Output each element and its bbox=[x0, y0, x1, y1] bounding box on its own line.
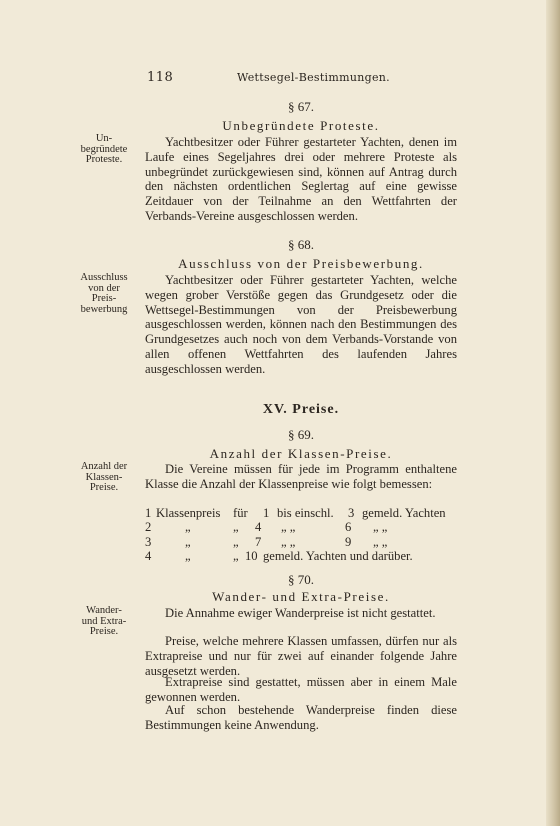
margin-note-line: Un- bbox=[95, 133, 113, 144]
table-cell-for: „ bbox=[233, 534, 239, 549]
margin-note-line: Preis- bbox=[91, 293, 117, 304]
section-67-text: Yachtbesitzer oder Führer gestarteter Yachten, denen im Laufe eines Segeljahres drei oder mehrere Proteste als unbegründet zurückgewiesen sind, können auf Antrag durch den nächsten ordentlichen Seglertag auf eine gewisse Zeitdauer von der Teilnahme an den Wettfahrten der Verbands-Vereine ausgeschlossen werden. bbox=[145, 135, 457, 223]
table-cell-range: bis einschl. bbox=[277, 506, 334, 520]
table-cell-number: 2 bbox=[145, 520, 152, 535]
table-row bbox=[145, 549, 457, 563]
table-cell-tail: gemeld. Yachten bbox=[362, 506, 446, 520]
margin-note-line: Ausschluss bbox=[80, 272, 128, 283]
page-edge bbox=[546, 0, 560, 826]
margin-note-line: Preise. bbox=[89, 626, 119, 637]
margin-note-67 bbox=[66, 134, 142, 166]
table-cell-from: 1 bbox=[263, 506, 270, 520]
section-70-paragraph-1: Die Annahme ewiger Wanderpreise ist nicht gestattet. bbox=[165, 606, 436, 620]
table-row bbox=[145, 506, 457, 520]
table-row bbox=[145, 535, 457, 549]
section-67-number: § 67. bbox=[288, 99, 314, 114]
table-cell-tail: „ „ bbox=[373, 520, 388, 535]
running-title: Wettsegel-Bestimmungen. bbox=[237, 71, 390, 84]
chapter-heading: XV. Preise. bbox=[262, 402, 340, 417]
section-70-paragraph-2: Preise, welche mehrere Klassen umfassen, dürfen nur als Extrapreise und nur für zwei auf einander folgende Jahre ausgesetzt werden. bbox=[145, 634, 457, 678]
margin-note-line: bewerbung bbox=[80, 303, 128, 315]
table-cell-prize: Klassenpreis bbox=[156, 506, 221, 520]
table-cell-to: 3 bbox=[348, 506, 355, 520]
table-cell-number: 1 bbox=[145, 506, 152, 520]
section-67-title: Unbegründete Proteste. bbox=[222, 118, 380, 133]
table-cell-from: 7 bbox=[255, 534, 262, 549]
section-69-number: § 69. bbox=[288, 427, 314, 442]
section-68-title: Ausschluss von der Preisbewerbung. bbox=[178, 256, 424, 271]
margin-note-line: Preise. bbox=[89, 482, 119, 493]
margin-note-69 bbox=[66, 462, 142, 494]
table-cell-for: „ bbox=[233, 548, 239, 563]
table-cell-from: 4 bbox=[255, 520, 262, 535]
margin-note-line: Proteste. bbox=[85, 154, 123, 165]
table-cell-for: „ bbox=[233, 520, 239, 535]
section-70-title: Wander- und Extra-Preise. bbox=[212, 589, 390, 604]
table-cell-number: 3 bbox=[145, 534, 152, 549]
table-cell-for: für bbox=[233, 506, 248, 520]
section-70-number: § 70. bbox=[288, 572, 314, 587]
section-68-text: Yachtbesitzer oder Führer gestarteter Yachten, welche wegen grober Verstöße gegen das Grundgesetz oder die Wettsegel-Bestimmungen von der Preisbewerbung ausgeschlossen werden, können nach den Bestimmungen des Grundgesetzes auch noch von dem Verbands-Vorstande von allen offenen Wettfahrten des laufenden Jahres ausgeschlossen werden. bbox=[145, 273, 457, 376]
section-70-paragraph-3: Extrapreise sind gestattet, müssen aber in einem Male gewonnen werden. bbox=[145, 675, 457, 704]
prize-table bbox=[145, 506, 457, 563]
table-cell-prize: „ bbox=[185, 534, 191, 549]
table-cell-prize: „ bbox=[185, 548, 191, 563]
table-cell-prize: „ bbox=[185, 520, 191, 535]
section-70-paragraph-4: Auf schon bestehende Wanderpreise finden diese Bestimmungen keine Anwendung. bbox=[145, 703, 457, 732]
page-number: 118 bbox=[147, 70, 174, 85]
section-68-number: § 68. bbox=[288, 237, 314, 252]
margin-note-68 bbox=[66, 273, 142, 315]
table-cell-from: 10 bbox=[245, 548, 258, 563]
table-cell-range: „ „ bbox=[281, 520, 296, 535]
table-cell-range: „ „ bbox=[281, 534, 296, 549]
margin-note-line: Wander- bbox=[86, 605, 122, 616]
section-69-title: Anzahl der Klassen-Preise. bbox=[209, 446, 393, 461]
section-69-text: Die Vereine müssen für jede im Programm enthaltene Klasse die Anzahl der Klassenpreise wie folgt bemessen: bbox=[145, 462, 457, 491]
margin-note-line: Anzahl der bbox=[80, 461, 128, 472]
table-cell-to: 6 bbox=[345, 520, 352, 535]
table-cell-number: 4 bbox=[145, 548, 152, 563]
table-row bbox=[145, 520, 457, 534]
table-cell-range: gemeld. Yachten und darüber. bbox=[263, 548, 413, 563]
page-header bbox=[147, 70, 457, 86]
margin-note-line: begründete bbox=[80, 143, 128, 155]
table-cell-tail: „ „ bbox=[373, 534, 388, 549]
margin-note-line: von der bbox=[88, 282, 120, 294]
margin-note-line: und Extra- bbox=[81, 615, 127, 627]
margin-note-70 bbox=[66, 606, 142, 638]
margin-note-line: Klassen- bbox=[85, 471, 123, 483]
table-cell-to: 9 bbox=[345, 534, 352, 549]
